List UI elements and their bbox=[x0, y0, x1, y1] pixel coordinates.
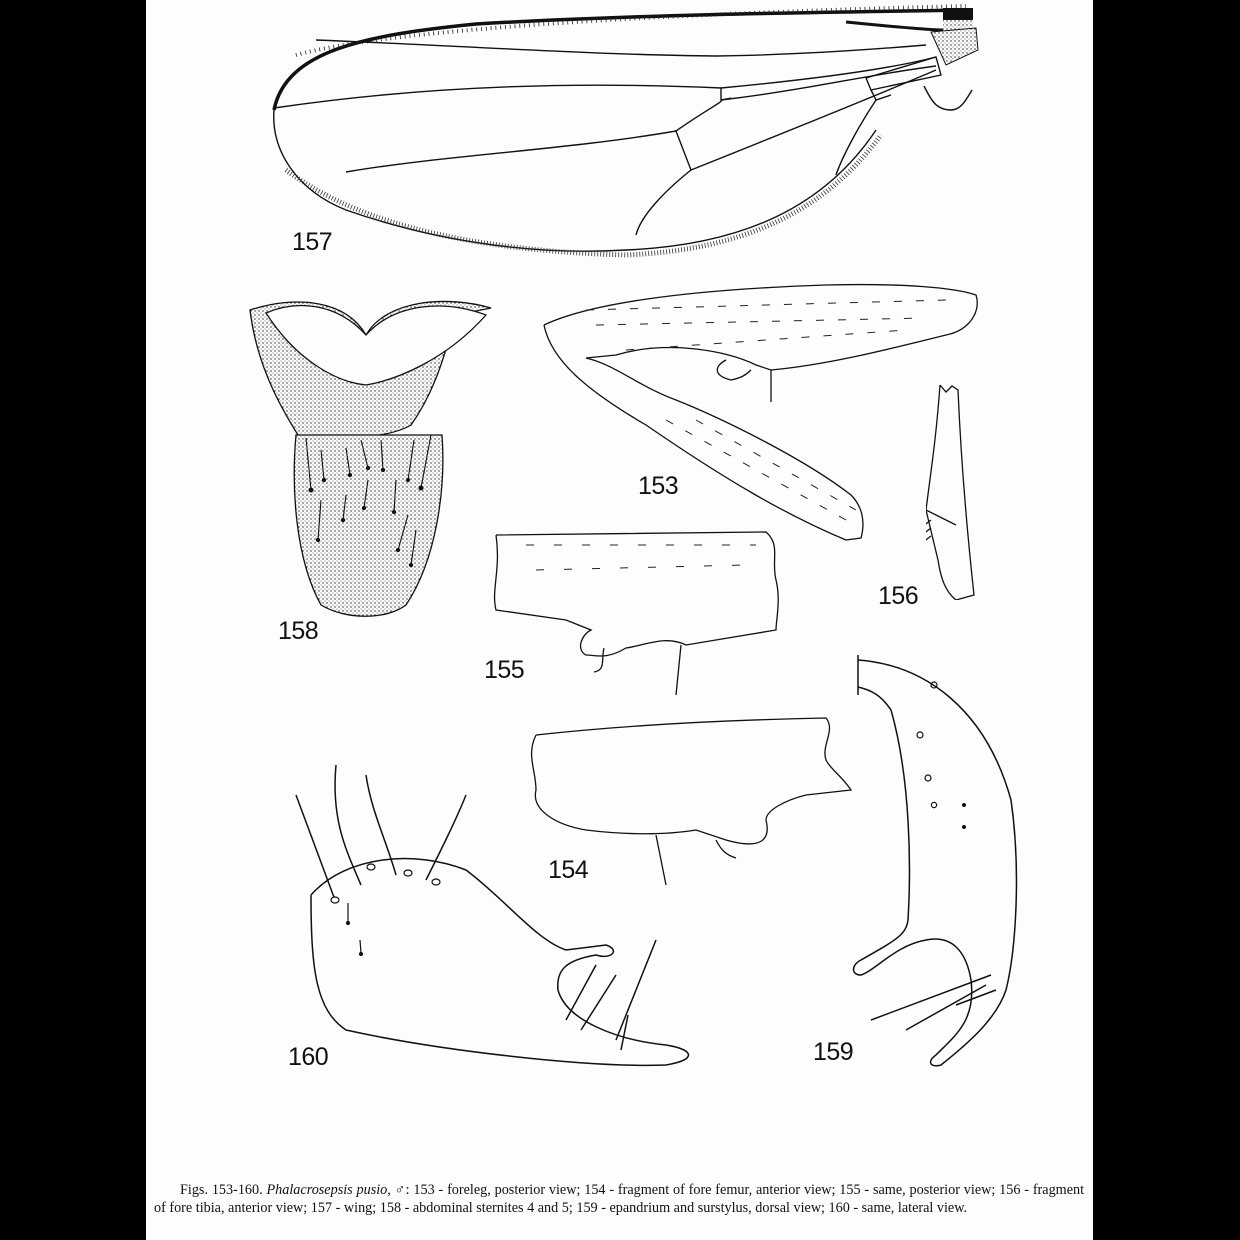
figure-label-155: 155 bbox=[484, 656, 525, 684]
figure-label-158: 158 bbox=[278, 617, 319, 645]
femur-fragment-posterior-drawing bbox=[486, 520, 806, 700]
document-page bbox=[146, 0, 1093, 1240]
figure-label-154: 154 bbox=[548, 856, 589, 884]
figure-caption: Figs. 153-160. Phalacrosepsis pusio, ♂: 153 - foreleg, posterior view; 154 - fragment of fore femur, anterior view; 155 - same, posterior view; 156 - fragment of fore tibia, anterior view; 157 - wing; 158 - abdominal sternites 4 and 5; 159 - epandrium and surstylus, dorsal view; 160 - same, lateral view. bbox=[154, 1182, 1085, 1216]
figure-label-153: 153 bbox=[638, 472, 679, 500]
epandrium-lateral-drawing bbox=[236, 750, 716, 1080]
caption-sex-symbol: ♂ bbox=[394, 1182, 406, 1198]
tibia-fragment-drawing bbox=[926, 380, 1046, 600]
figure-plate bbox=[146, 0, 1093, 1170]
figure-label-160: 160 bbox=[288, 1043, 329, 1071]
epandrium-dorsal-drawing bbox=[846, 650, 1046, 1080]
caption-prefix: Figs. 153-160. bbox=[180, 1182, 263, 1198]
wing-drawing bbox=[146, 0, 1093, 270]
figure-label-159: 159 bbox=[813, 1038, 854, 1066]
figure-label-156: 156 bbox=[878, 582, 919, 610]
figure-label-157: 157 bbox=[292, 228, 333, 256]
caption-species: Phalacrosepsis pusio bbox=[266, 1182, 388, 1198]
caption-body: : 153 - foreleg, posterior view; 154 - fragment of fore femur, anterior view; 155 - same, posterior view; 156 - fragment of fore tibia, anterior view; 157 - wing; 158 - abdominal sternites 4 and 5; 159 - epandrium and surstylus, dorsal view; 160 - same, lateral view. bbox=[154, 1182, 1085, 1216]
